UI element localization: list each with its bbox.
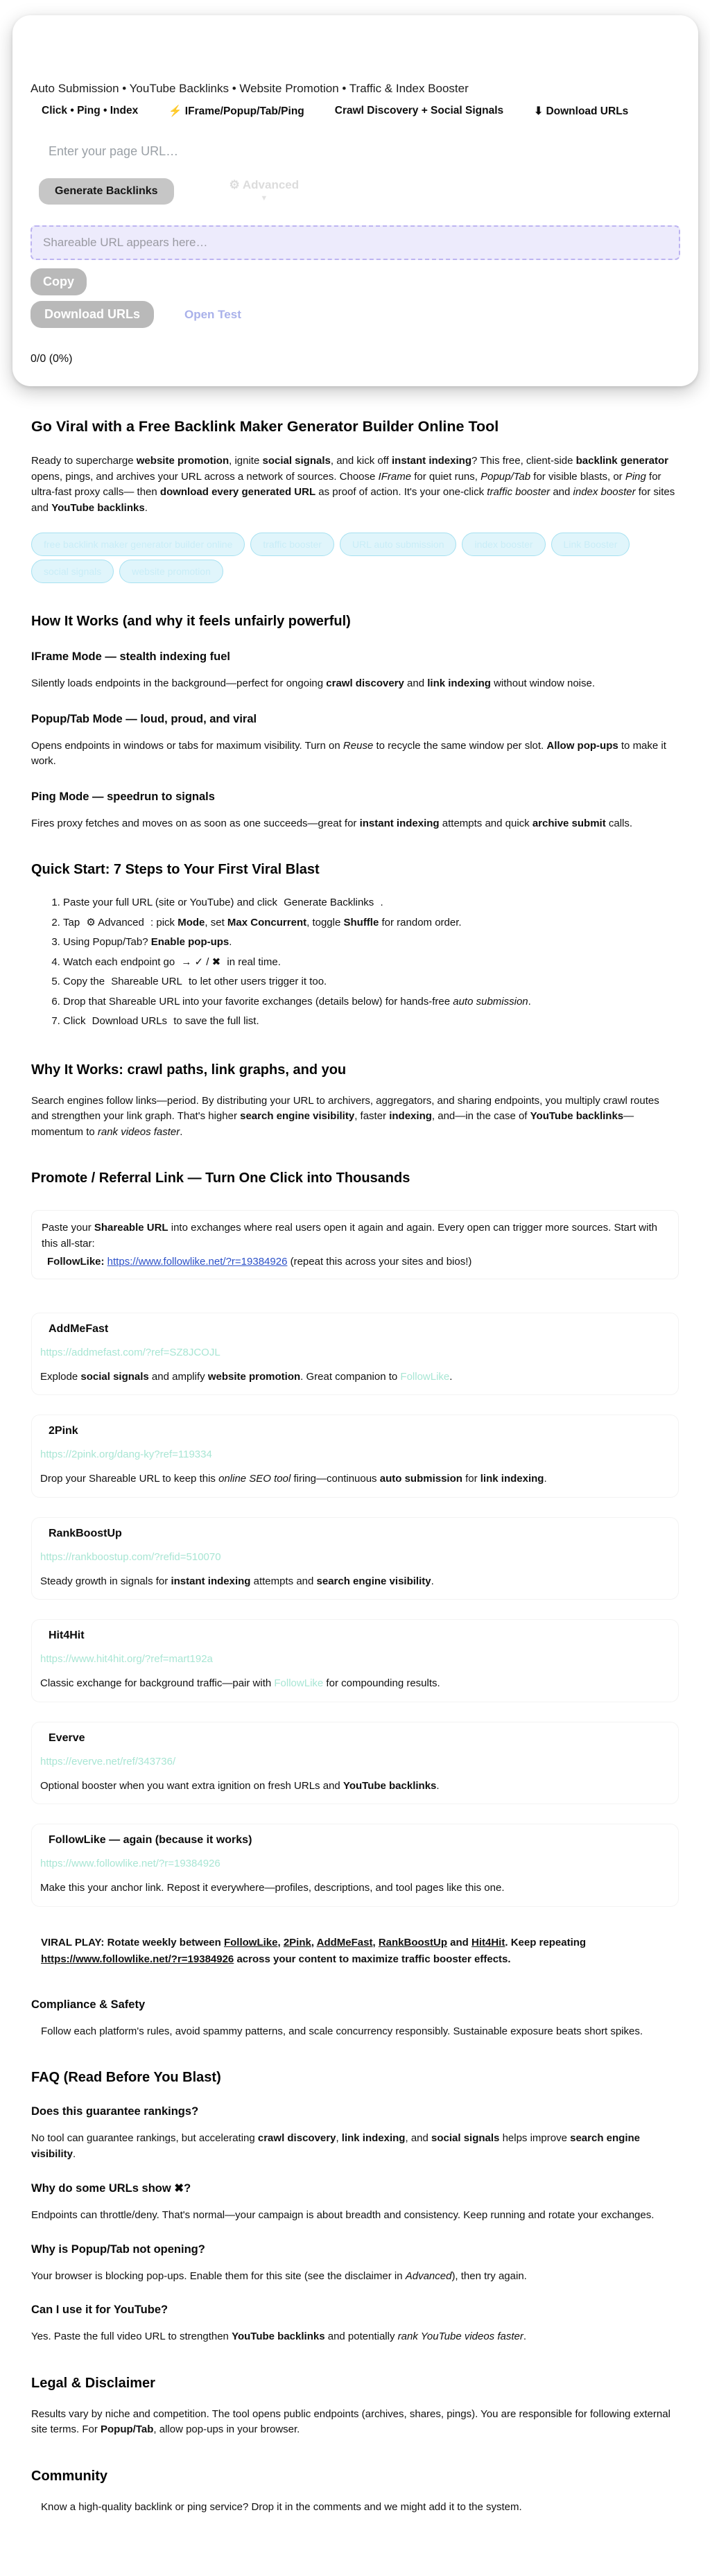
keyword-pill: website promotion [119,560,223,583]
iframe-mode-heading: IFrame Mode — stealth indexing fuel [31,650,230,663]
article [0,386,710,2576]
exchange-card-list [31,1313,679,1907]
generate-backlinks-button[interactable]: Generate Backlinks [39,178,174,205]
progress-counter: 0/0 (0%) [31,353,73,365]
exchange-referral-link[interactable]: https://rankboostup.com/?refid=510070 [40,1550,221,1563]
download-urls-button[interactable]: Download URLs [31,301,154,328]
generator-card [12,15,698,386]
iframe-mode-desc: Silently loads endpoints in the background—perfect for ongoing crawl discovery and link indexing without window noise. [31,677,596,689]
gear-icon: ⚙ [229,178,240,191]
keyword-pill: URL auto submission [340,533,457,556]
advanced-label: Advanced [242,178,300,191]
ping-mode-heading: Ping Mode — speedrun to signals [31,790,215,803]
legal-heading: Legal & Disclaimer [31,2375,155,2391]
mode-item: ⚡ IFrame/Popup/Tab/Ping [168,105,304,117]
url-input[interactable] [31,136,634,167]
action-row [39,178,680,205]
faq-question: Why do some URLs show ✖? [31,2182,191,2195]
exchange-referral-link[interactable]: https://2pink.org/dang-ky?ref=119334 [40,1449,212,1460]
exchange-referral-link[interactable]: https://www.hit4hit.org/?ref=mart192a [40,1653,213,1665]
faq-question: Why is Popup/Tab not opening? [31,2242,205,2256]
community-paragraph: Know a high-quality backlink or ping service? Drop it in the comments and we might add it to the system. [41,2500,522,2513]
tagline: Auto Submission • YouTube Backlinks • Website Promotion • Traffic & Index Booster [31,82,469,95]
compliance-heading: Compliance & Safety [31,1998,146,2011]
page-title: Go Viral with a Free Backlink Maker Generator Builder Online Tool [31,418,499,435]
faq-item [31,2303,679,2345]
popup-mode-desc: Opens endpoints in windows or tabs for maximum visibility. Turn on Reuse to recycle the same window per slot. Allow pop-ups to make it work. [31,739,666,767]
mode-item: ⬇ Download URLs [534,105,629,117]
mode-item: Crawl Discovery + Social Signals [334,105,504,116]
faq-item [31,2105,679,2162]
exchange-name: FollowLike — again (because it works) [49,1834,252,1846]
exchange-description: Optional booster when you want extra ignition on fresh URLs and YouTube backlinks. [40,1779,440,1792]
compliance-paragraph: Follow each platform's rules, avoid spammy patterns, and scale concurrency responsibly. Sustainable exposure beats short spikes. [41,2025,643,2037]
mode-summary-row [42,105,680,118]
promote-line-2: FollowLike: https://www.followlike.net/?r=19384926 (repeat this across your sites and bios!) [47,1256,472,1268]
quick-start-step: 6. Drop that Shareable URL into your favorite exchanges (details below) for hands-free auto submission. [63,992,679,1012]
exchange-name: 2Pink [49,1425,78,1437]
open-test-link[interactable]: Open Test [184,307,241,321]
why-it-works-heading: Why It Works: crawl paths, link graphs, and you [31,1062,347,1078]
exchange-description: Make this your anchor link. Repost it everywhere—profiles, descriptions, and tool pages like this one. [40,1882,505,1894]
exchange-name: Everve [49,1731,85,1744]
exchange-card [31,1313,679,1396]
popup-mode-heading: Popup/Tab Mode — loud, proud, and viral [31,712,257,725]
copy-row [31,268,680,295]
promote-heading: Promote / Referral Link — Turn One Click into Thousands [31,1170,410,1186]
faq-list [31,2105,679,2345]
promote-box [31,1210,679,1279]
download-row [31,301,680,328]
faq-item [31,2181,679,2224]
faq-answer: Yes. Paste the full video URL to strengthen YouTube backlinks and potentially rank YouTube videos faster. [31,2331,527,2342]
ping-mode-desc: Fires proxy fetches and moves on as soon as one succeeds—great for instant indexing attempts and quick archive submit calls. [31,817,633,829]
quick-start-step: 5. Copy the Shareable URL to let other users trigger it too. [63,972,679,992]
mode-item: Click • Ping • Index [42,105,139,116]
keyword-pills [31,533,679,583]
keyword-pill: index booster [462,533,545,556]
keyword-pill: Link Booster [551,533,630,556]
intro-paragraph: Ready to supercharge website promotion, ignite social signals, and kick off instant indexing? This free, client-side backlink generator opens, pings, and archives your URL across a network of sources. Choose IFrame for quiet runs, Popup/Tab for visible blasts, or Ping for ultra-fast proxy calls— then download every generated URL as proof of action. It's your one-click traffic booster and index booster for sites and YouTube backlinks. [31,455,675,514]
shareable-url-field[interactable] [31,225,680,260]
exchange-card [31,1722,679,1805]
faq-heading: FAQ (Read Before You Blast) [31,2070,221,2085]
page [0,15,710,2576]
promote-line-1: Paste your Shareable URL into exchanges where real users open it again and again. Every open can trigger more sources. Start with this all-star: [42,1222,657,1250]
why-it-works-paragraph: Search engines follow links—period. By distributing your URL to archivers, aggregators, and sharing endpoints, you multiply crawl routes and strengthen your link graph. That's higher search engine visibility, faster indexing, and—in the case of YouTube backlinks—momentum to rank videos faster. [31,1094,659,1138]
exchange-referral-link[interactable]: https://addmefast.com/?ref=SZ8JCOJL [40,1346,220,1358]
quick-start-step: 7. Click Download URLs to save the full list. [63,1012,679,1032]
legal-paragraph: Results vary by niche and competition. The tool opens public endpoints (archives, shares, pings). You are responsible for following external site terms. For Popup/Tab, allow pop-ups in your browser. [31,2408,670,2435]
exchange-name: RankBoostUp [49,1527,122,1539]
keyword-pill: free backlink maker generator builder online [31,533,245,556]
viral-play-text: VIRAL PLAY: Rotate weekly between FollowLike, 2Pink, AddMeFast, RankBoostUp and Hit4Hit. Keep repeating https://www.followlike.net/?r=19384926 across your content to maximize traffic booster effects. [41,1936,587,1965]
exchange-name: AddMeFast [49,1322,109,1335]
keyword-pill: traffic booster [250,533,334,556]
faq-item [31,2243,679,2285]
faq-answer: No tool can guarantee rankings, but accelerating crawl discovery, link indexing, and social signals helps improve search engine visibility. [31,2132,641,2160]
exchange-card [31,1415,679,1498]
exchange-referral-link[interactable]: https://www.followlike.net/?r=19384926 [40,1858,220,1869]
quick-start-step: 4. Watch each endpoint go → ✓ / ✖ in real time. [63,953,679,973]
viral-play-box [31,1935,679,1968]
faq-answer: Your browser is blocking pop-ups. Enable them for this site (see the disclaimer in Advanced), then try again. [31,2270,527,2282]
chevron-down-icon: ▼ [260,194,268,202]
advanced-toggle[interactable] [230,178,300,202]
faq-question: Does this guarantee rankings? [31,2105,199,2118]
how-it-works-heading: How It Works (and why it feels unfairly powerful) [31,614,351,629]
faq-answer: Endpoints can throttle/deny. That's normal—your campaign is about breadth and consistency. Keep running and rotate your exchanges. [31,2209,655,2221]
quick-start-step: 3. Using Popup/Tab? Enable pop-ups. [63,933,679,953]
exchange-card [31,1619,679,1702]
community-heading: Community [31,2468,107,2484]
exchange-description: Drop your Shareable URL to keep this online SEO tool firing—continuous auto submission for link indexing. [40,1473,547,1485]
exchange-card [31,1824,679,1907]
exchange-card [31,1517,679,1600]
exchange-referral-link[interactable]: https://everve.net/ref/343736/ [40,1755,176,1767]
exchange-name: Hit4Hit [49,1630,85,1641]
exchange-description: Classic exchange for background traffic—pair with FollowLike for compounding results. [40,1677,440,1689]
exchange-description: Explode social signals and amplify website promotion. Great companion to FollowLike. [40,1370,453,1383]
quick-start-step: 2. Tap ⚙ Advanced : pick Mode, set Max Concurrent, toggle Shuffle for random order. [63,913,679,933]
copy-button[interactable]: Copy [31,268,87,295]
quick-start-step: 1. Paste your full URL (site or YouTube) and click Generate Backlinks . [63,893,679,913]
quick-start-heading: Quick Start: 7 Steps to Your First Viral Blast [31,862,320,877]
faq-question: Can I use it for YouTube? [31,2303,168,2316]
quick-start-list [31,893,679,1032]
keyword-pill: social signals [31,560,114,583]
exchange-description: Steady growth in signals for instant indexing attempts and search engine visibility. [40,1575,434,1587]
